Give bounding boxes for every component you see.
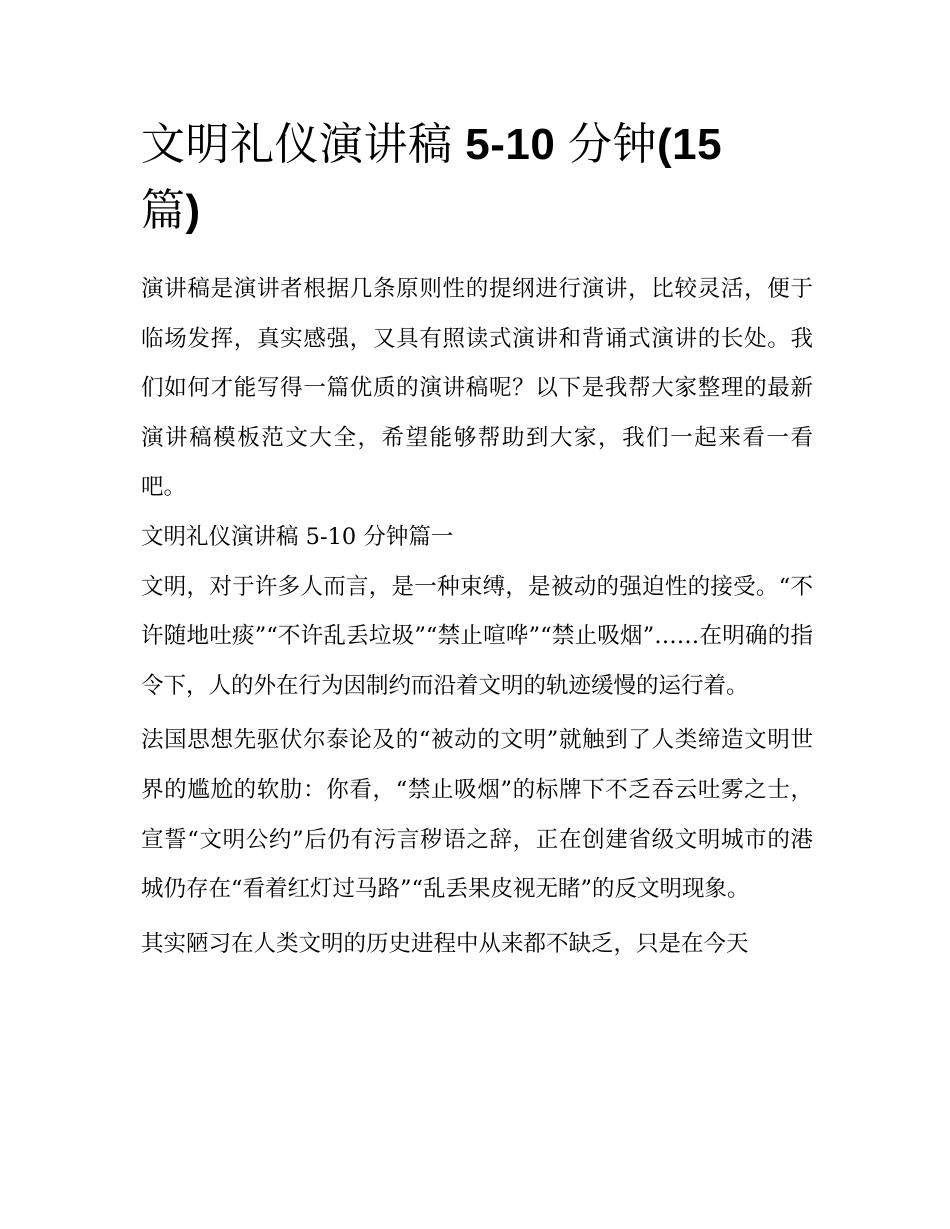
body-paragraph: 其实陋习在人类文明的历史进程中从来都不缺乏，只是在今天 <box>141 930 749 957</box>
section-heading: 文明礼仪演讲稿 5-10 分钟篇一 <box>141 523 454 550</box>
intro-paragraph: 演讲稿是演讲者根据几条原则性的提纲进行演讲，比较灵活，便于临场发挥，真实感强，又具有照读式演讲和背诵式演讲的长处。我们如何才能写得一篇优质的演讲稿呢？以下是我帮大家整理的最新演讲稿模板范文大全，希望能够帮助到大家，我们一起来看一看吧。 <box>141 276 813 501</box>
document-body <box>141 112 813 969</box>
title-paren-close: ) <box>185 186 201 235</box>
title-middle: 分钟 <box>568 119 658 170</box>
title-prefix: 文明礼仪演讲稿 <box>141 119 453 170</box>
document-title <box>141 112 813 244</box>
body-paragraph: 文明，对于许多人而言，是一种束缚，是被动的强迫性的接受。“不许随地吐痰”“不许乱丢垃圾”“禁止喧哗”“禁止吸烟”……在明确的指令下，人的外在行为因制约而沿着文明的轨迹缓慢的运行着。 <box>141 573 813 699</box>
title-number: 5-10 <box>452 120 569 169</box>
title-suffix: 篇 <box>141 185 186 236</box>
title-paren-open: (15 <box>657 120 723 169</box>
body-paragraph: 法国思想先驱伏尔泰论及的“被动的文明”就触到了人类缔造文明世界的尴尬的软肋：你看，“禁止吸烟”的标牌下不乏吞云吐雾之士，宣誓“文明公约”后仍有污言秽语之辞，正在创建省级文明城市的港城仍存在“看着红灯过马路”“乱丢果皮视无睹”的反文明现象。 <box>141 727 813 903</box>
